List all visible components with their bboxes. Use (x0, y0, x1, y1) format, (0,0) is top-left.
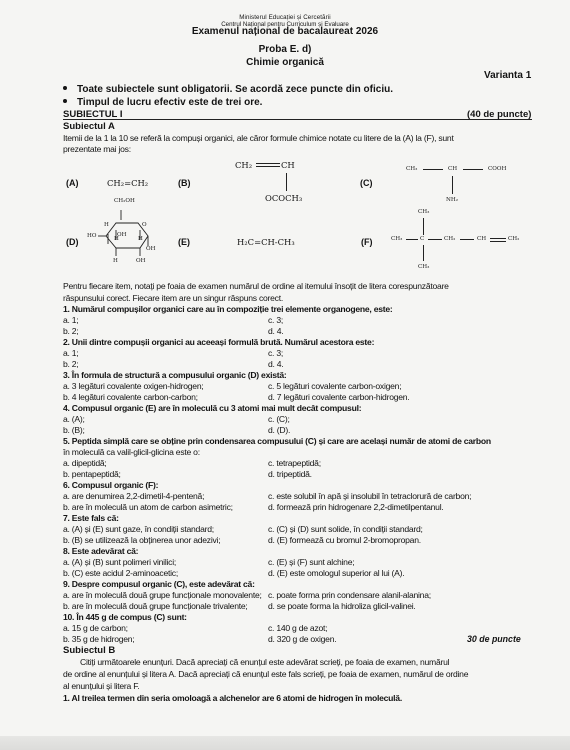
compound-f-ch3-bottom: CH₃ (418, 264, 430, 270)
compound-f-c: C (420, 236, 425, 242)
compound-d-h1: H (104, 222, 109, 228)
proba-line: Proba E. d) (258, 44, 312, 55)
item-5-question-cont: în moleculă ca valil-glicil-glicina este o: (63, 447, 200, 457)
item-8-option-a: a. (A) și (B) sunt polimeri vinilici; (63, 557, 176, 567)
compound-f-ch3-left: CH₃ (391, 236, 403, 242)
item-8-option-c: c. (E) și (F) sunt alchine; (268, 557, 355, 567)
item-7-option-b: b. (B) se utilizează la obținerea unor adezivi; (63, 535, 221, 545)
subiect1-title: SUBIECTUL I (63, 109, 123, 120)
subiectA-points: 30 de puncte (467, 634, 521, 644)
item-10-option-c: c. 140 g de azot; (268, 623, 328, 633)
item-5-option-c: c. tetrapeptidă; (268, 458, 321, 468)
item-3-option-d: d. 7 legături covalente carbon-hidrogen. (268, 392, 410, 402)
item-10-option-d: d. 320 g de oxigen. (268, 634, 337, 644)
subject-line: Chimie organică (246, 57, 324, 68)
item-10-option-b: b. 35 g de hidrogen; (63, 634, 135, 644)
item-2-option-b: b. 2; (63, 359, 79, 369)
item-5-option-b: b. pentapeptidă; (63, 469, 121, 479)
compound-d-structure (86, 196, 166, 274)
item-3-question: 3. În formula de structură a compusului organic (D) există: (63, 370, 287, 380)
item-8-option-b: b. (C) este acidul 2-aminoacetic; (63, 568, 178, 578)
item-3-option-c: c. 5 legături covalente carbon-oxigen; (268, 381, 402, 391)
item-8-option-d: d. (E) este omologul superior al lui (A). (268, 568, 405, 578)
compound-d-ch2oh: CH₂OH (114, 198, 135, 204)
answer-instr-1: Pentru fiecare item, notați pe foaia de examen numărul de ordine al itemului însoțit de litera corespunzătoare (63, 281, 449, 291)
compound-f-bond-ch (460, 239, 474, 240)
item-4-option-d: d. (D). (268, 425, 291, 435)
item-4-option-b: b. (B); (63, 425, 85, 435)
item-9-option-a: a. are în moleculă două grupe funcționale monovalente; (63, 590, 262, 600)
subiectB-item-1: 1. Al treilea termen din seria omoloagă a alchenelor are 6 atomi de hidrogen în moleculă. (63, 693, 402, 703)
compound-d-h3: H (138, 236, 143, 242)
compound-d-h2: H (114, 236, 119, 242)
item-7-question: 7. Este fals că: (63, 513, 119, 523)
subiectA-intro-2: prezentate mai jos: (63, 144, 131, 154)
item-7-option-a: a. (A) și (E) sunt gaze, în condiții standard; (63, 524, 214, 534)
item-7-option-c: c. (C) și (D) sunt solide, în condiții standard; (268, 524, 423, 534)
variant-label: Varianta 1 (484, 70, 532, 81)
subiectB-line-1: Citiți următoarele enunțuri. Dacă apreciați că enunțul este adevărat scrieți, pe foaia de examen, numărul (80, 657, 450, 667)
compound-c-ch3: CH₃ (406, 166, 418, 172)
instruction-2: Timpul de lucru efectiv este de trei ore. (63, 97, 262, 108)
item-4-question: 4. Compusul organic (E) are în moleculă cu 3 atomi mai mult decât compusul: (63, 403, 362, 413)
center-line: Centrul Național pentru Curriculum și Evaluare (221, 21, 349, 28)
item-2-option-d: d. 4. (268, 359, 284, 369)
instruction-1: Toate subiectele sunt obligatorii. Se acordă zece puncte din oficiu. (63, 84, 393, 95)
section-divider (63, 119, 532, 120)
item-3-option-a: a. 3 legături covalente oxigen-hidrogen; (63, 381, 204, 391)
compound-c-bond-1 (423, 169, 443, 170)
compound-c-bond-2 (463, 169, 483, 170)
item-5-question: 5. Peptida simplă care se obține prin condensarea compusului (C) și care are același număr de atomi de carbon (63, 436, 491, 446)
compound-f-ch2: CH₂ (444, 236, 456, 242)
item-6-question: 6. Compusul organic (F): (63, 480, 159, 490)
compound-f-bond-bottom (423, 245, 424, 261)
compound-d-ho: HO (87, 233, 97, 239)
item-2-option-a: a. 1; (63, 348, 79, 358)
item-2-question: 2. Unii dintre compușii organici au aceeași formulă brută. Numărul acestora este: (63, 337, 375, 347)
compound-e-formula: H₂C=CH-CH₃ (237, 237, 295, 247)
compound-d-oh2: OH (146, 246, 156, 252)
item-8-question: 8. Este adevărat că: (63, 546, 139, 556)
ministry-line: Ministerul Educației și Cercetării (239, 14, 331, 21)
item-6-option-b: b. are în moleculă un atom de carbon asimetric; (63, 502, 233, 512)
compound-b-bond (286, 173, 287, 191)
item-4-option-c: c. (C); (268, 414, 290, 424)
compound-a-label: (A) (66, 178, 79, 188)
item-1-option-b: b. 2; (63, 326, 79, 336)
compound-d-oh3: OH (136, 258, 146, 264)
compound-f-bond-top (423, 218, 424, 235)
compound-c-label: (C) (360, 178, 373, 188)
compound-f-ch: CH (477, 236, 487, 242)
compound-d-h4: H (113, 258, 118, 264)
compound-a-formula: CH₂=CH₂ (107, 178, 149, 188)
compound-b-double-bond (256, 163, 280, 167)
item-10-option-a: a. 15 g de carbon; (63, 623, 128, 633)
compound-b-ester: OCOCH₃ (265, 193, 303, 203)
item-5-option-d: d. tripeptidă. (268, 469, 312, 479)
item-6-option-a: a. are denumirea 2,2-dimetil-4-pentenă; (63, 491, 205, 501)
item-6-option-d: d. formează prin hidrogenare 2,2-dimetilpentanul. (268, 502, 444, 512)
compound-c-bond-3 (452, 176, 453, 194)
compound-b-label: (B) (178, 178, 191, 188)
compound-c-ch: CH (448, 166, 458, 172)
subiectB-line-2: de ordine al enunțului și litera A. Dacă apreciați că enunțul este fals scrieți, pe foaia de examen, numărul de ordine (63, 669, 469, 679)
compound-c-nh2: NH₂ (446, 197, 459, 203)
compound-f-ch3-top: CH₃ (418, 209, 430, 215)
compound-d-label: (D) (66, 237, 79, 247)
compound-f-bond-right (428, 239, 442, 240)
item-6-option-c: c. este solubil în apă și insolubil în tetraclorură de carbon; (268, 491, 472, 501)
item-9-option-c: c. poate forma prin condensare alanil-alanina; (268, 590, 431, 600)
subiectB-line-3: al enunțului și litera F. (63, 681, 140, 691)
compound-d-oh1: OH (117, 232, 127, 238)
subiectA-title: Subiectul A (63, 121, 115, 132)
compound-f-bond-left (406, 239, 418, 240)
compound-b-ch2: CH₂ (235, 160, 253, 170)
item-9-question: 9. Despre compusul organic (C), este adevărat că: (63, 579, 255, 589)
item-5-option-a: a. dipeptidă; (63, 458, 107, 468)
item-1-option-a: a. 1; (63, 315, 79, 325)
subiectB-title: Subiectul B (63, 645, 116, 656)
item-3-option-b: b. 4 legături covalente carbon-carbon; (63, 392, 198, 402)
compound-b-ch: CH (281, 160, 295, 170)
compound-f-label: (F) (361, 237, 373, 247)
item-1-option-c: c. 3; (268, 315, 283, 325)
item-4-option-a: a. (A); (63, 414, 85, 424)
subiectA-intro-1: Itemii de la 1 la 10 se referă la compuși organici, ale căror formule chimice notate cu litere de la (A) la (F), sunt (63, 133, 454, 143)
item-9-option-b: b. are în moleculă două grupe funcționale trivalente; (63, 601, 248, 611)
item-2-option-c: c. 3; (268, 348, 283, 358)
compound-f-ch2-end: CH₂ (508, 236, 520, 242)
compound-f-double-bond (490, 238, 506, 242)
subiect1-points: (40 de puncte) (467, 109, 532, 120)
page-bottom-edge (0, 736, 570, 750)
item-1-question: 1. Numărul compușilor organici care au în compoziție trei elemente organogene, este: (63, 304, 393, 314)
item-9-option-d: d. se poate forma la hidroliza glicil-valinei. (268, 601, 416, 611)
compound-e-label: (E) (178, 237, 190, 247)
answer-instr-2: răspunsului corect. Fiecare item are un singur răspuns corect. (63, 293, 283, 303)
item-1-option-d: d. 4. (268, 326, 284, 336)
item-7-option-d: d. (E) formează cu bromul 2-bromopropan. (268, 535, 421, 545)
exam-title: Examenul național de bacalaureat 2026 (191, 26, 379, 37)
compound-c-cooh: COOH (488, 166, 507, 172)
item-10-question: 10. În 445 g de compus (C) sunt: (63, 612, 187, 622)
compound-d-o: O (142, 222, 147, 228)
